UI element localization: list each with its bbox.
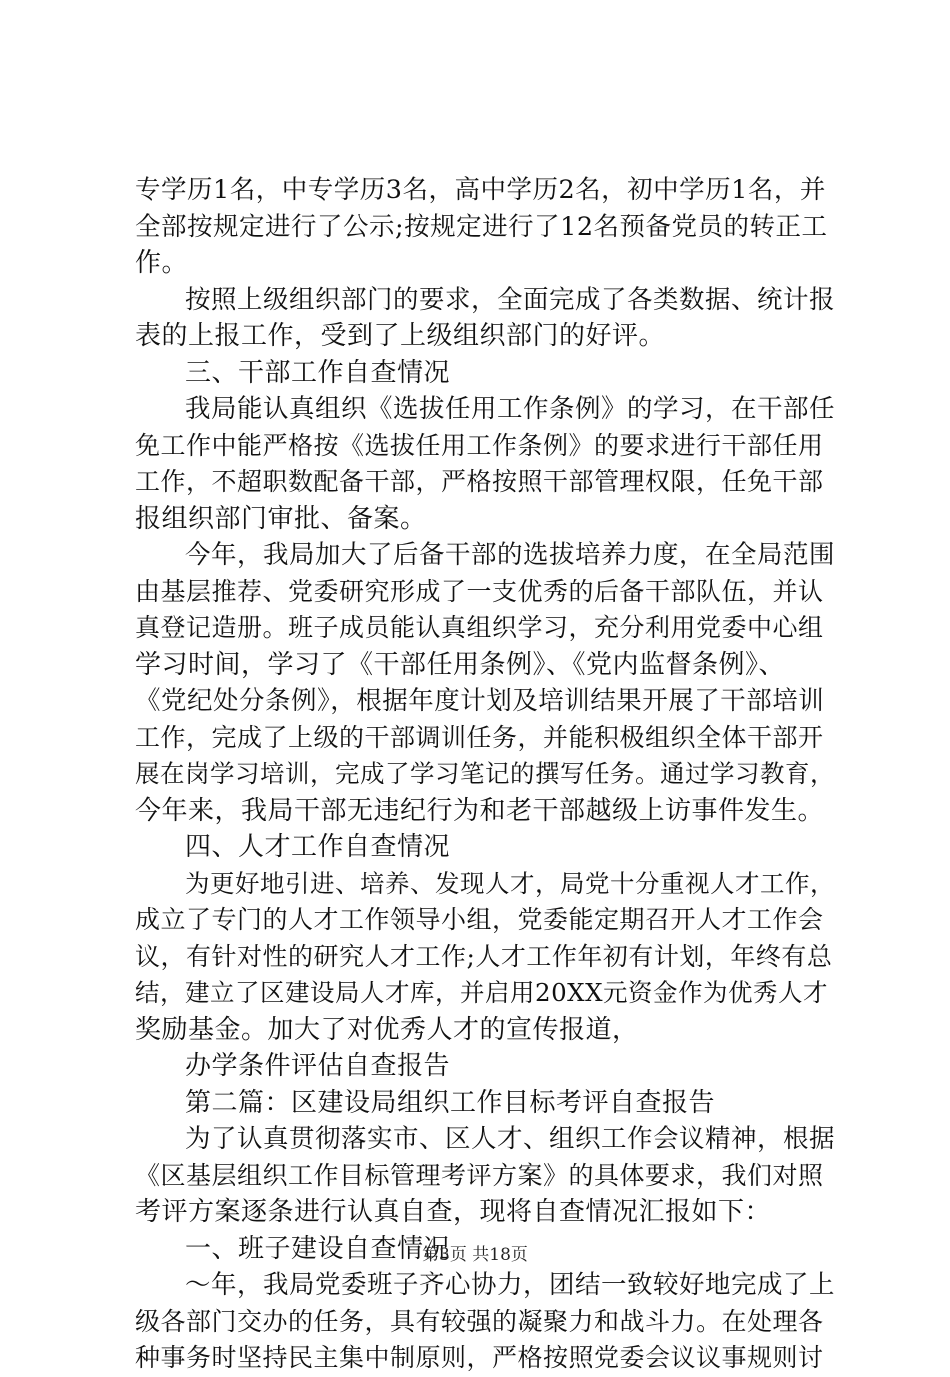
text-line: 由基层推荐、党委研究形成了一支优秀的后备干部队伍，并认 [135, 576, 824, 606]
text-line: 学习时间，学习了《干部任用条例》、《党内监督条例》、 [135, 649, 786, 680]
text-line: 四、人才工作自查情况 [185, 832, 451, 862]
text-line: 办学条件评估自查报告 [185, 1051, 451, 1081]
text-line: 结，建立了区建设局人才库，并启用20XX元资金作为优秀人才 [135, 978, 829, 1007]
text-line: 级各部门交办的任务，具有较强的凝聚力和战斗力。在处理各 [135, 1306, 824, 1336]
text-line: 考评方案逐条进行认真自查，现将自查情况汇报如下： [135, 1197, 772, 1227]
text-line: 为了认真贯彻落实市、区人才、组织工作会议精神，根据 [185, 1124, 836, 1154]
text-line: 今年，我局加大了后备干部的选拔培养力度，在全局范围 [185, 540, 836, 570]
text-line: 我局能认真组织《选拔任用工作条例》的学习，在干部任 [185, 394, 836, 424]
text-line: 专学历1名，中专学历3名，高中学历2名，初中学历1名，并 [135, 175, 826, 205]
text-line: 报组织部门审批、备案。 [135, 503, 427, 534]
text-line: 三、干部工作自查情况 [185, 357, 451, 388]
document-body [135, 172, 835, 1377]
text-line: 全部按规定进行了公示;按规定进行了12名预备党员的转正工 [135, 211, 828, 242]
text-line: 奖励基金。加大了对优秀人才的宣传报道， [135, 1014, 639, 1045]
text-line: 第二篇：区建设局组织工作目标考评自查报告 [185, 1087, 716, 1118]
text-line: ～年，我局党委班子齐心协力，团结一致较好地完成了上 [185, 1270, 836, 1300]
text-line: 《区基层组织工作目标管理考评方案》的具体要求，我们对照 [135, 1160, 824, 1190]
text-line: 一、班子建设自查情况 [185, 1233, 451, 1264]
text-line: 今年来，我局干部无违纪行为和老干部越级上访事件发生。 [135, 795, 825, 826]
text-line: 免工作中能严格按《选拔任用工作条例》的要求进行干部任用 [135, 430, 824, 460]
text-line: 《党纪处分条例》，根据年度计划及培训结果开展了干部培训 [135, 686, 825, 716]
text-line: 工作，完成了上级的干部调训任务，并能积极组织全体干部开 [135, 722, 824, 752]
text-line: 表的上报工作，受到了上级组织部门的好评。 [135, 321, 666, 351]
text-line: 作。 [135, 248, 189, 278]
page-footer: 第3页 共18页 [422, 1245, 528, 1265]
text-line: 工作，不超职数配备干部，严格按照干部管理权限，任免干部 [135, 467, 824, 496]
text-line: 成立了专门的人才工作领导小组，党委能定期召开人才工作会 [135, 905, 824, 934]
text-line: 议，有针对性的研究人才工作;人才工作年初有计划，年终有总 [135, 941, 833, 971]
text-line: 种事务时坚持民主集中制原则，严格按照党委会议议事规则讨 [135, 1343, 824, 1372]
text-line: 为更好地引进、培养、发现人才，局党十分重视人才工作， [185, 868, 835, 898]
text-line: 按照上级组织部门的要求，全面完成了各类数据、统计报 [185, 284, 836, 315]
text-line: 展在岗学习培训，完成了学习笔记的撰写任务。通过学习教育， [135, 759, 835, 788]
text-line: 真登记造册。班子成员能认真组织学习，充分利用党委中心组 [135, 613, 824, 642]
